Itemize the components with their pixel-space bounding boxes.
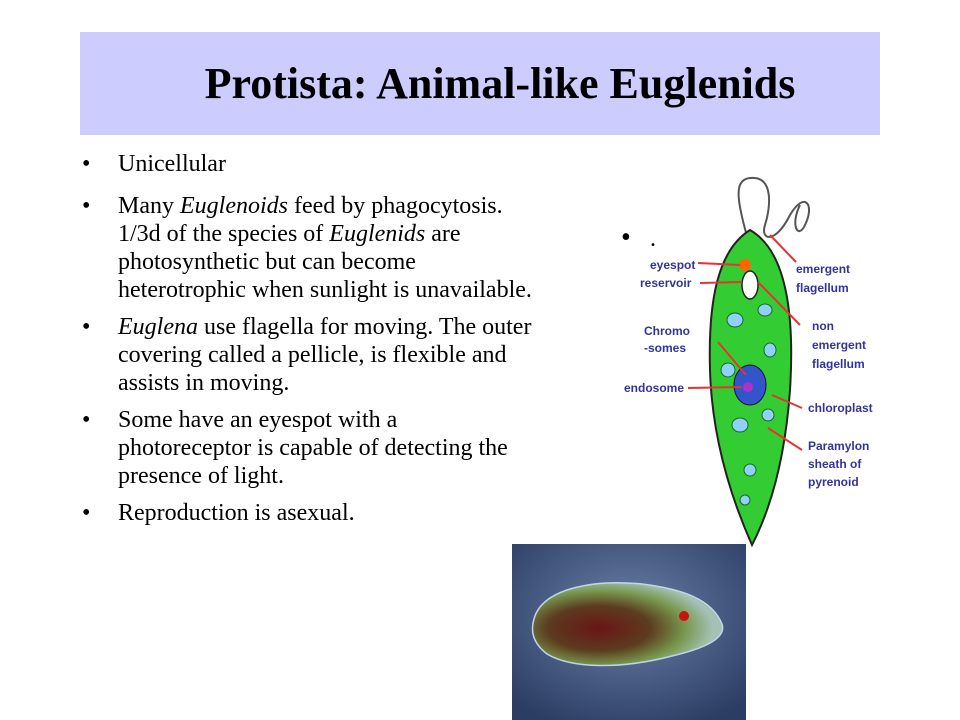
bullet-dot: • [82,407,91,433]
bullet-dot: • [82,193,91,219]
bullet-item [82,150,532,178]
title-band [80,32,880,135]
bullet-item [82,499,532,527]
right-bullet-text: . [650,226,656,252]
reservoir [742,271,758,299]
slide-title: Protista: Animal-like Euglenids [204,59,796,108]
endosome [743,382,753,392]
bullet-dot: • [82,314,91,340]
label-emergent-2: flagellum [796,281,849,295]
label-paramylon-2: sheath of [808,457,862,471]
euglena-diagram [600,170,900,550]
bullet-text: Some have an eyespot with a photoreceptor is capable of detecting the presence of light. [118,407,508,489]
label-non-emergent-3: flagellum [812,357,865,371]
right-bullet-dot: • [621,222,631,253]
label-emergent-1: emergent [796,262,851,276]
bullet-text: Unicellular [118,151,226,177]
eyespot [739,259,751,271]
bullet-dot: • [82,151,91,177]
bullet-item [82,313,532,397]
bullet-dot: • [82,500,91,526]
bullet-text: Reproduction is asexual. [118,500,355,526]
euglena-photo [512,544,746,720]
label-eyespot: eyespot [650,258,696,272]
bullet-item [82,406,532,490]
label-reservoir: reservoir [640,276,692,290]
label-paramylon-1: Paramylon [808,439,870,453]
bullet-text: Euglena use flagella for moving. The outer covering called a pellicle, is flexible and assists in moving. [118,314,532,396]
photo-eyespot [679,611,689,621]
label-non-emergent-1: non [812,319,834,333]
label-chromosomes-2: -somes [644,341,687,355]
bullet-list [82,150,532,536]
label-chromosomes-1: Chromo [644,324,690,338]
bullet-text: Many Euglenoids feed by phagocytosis. 1/3d of the species of Euglenids are photosynthetic but can become heterotrophic when sunlight is unavailable. [118,193,532,303]
label-chloroplast: chloroplast [808,401,873,415]
label-paramylon-3: pyrenoid [808,475,859,489]
label-non-emergent-2: emergent [812,338,867,352]
bullet-item [82,192,532,304]
label-endosome: endosome [624,381,685,395]
